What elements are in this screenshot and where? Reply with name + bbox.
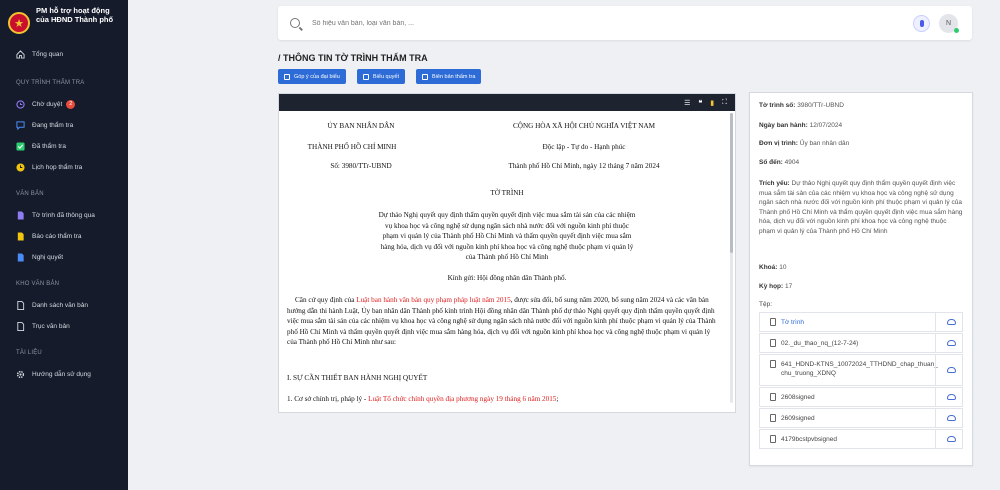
download-cloud-icon[interactable]: [947, 367, 956, 373]
field-label: Khoá:: [759, 264, 778, 271]
body-paragraph: [287, 295, 717, 348]
document-subject: [279, 210, 735, 263]
app-title: PM hỗ trợ hoạt động của HĐND Thành phố: [36, 6, 114, 25]
issuer-org-line2: THÀNH PHỐ HỒ CHÍ MINH: [307, 143, 397, 151]
sidebar-item-approved-proposals[interactable]: [0, 205, 128, 226]
sidebar-item-label: Hướng dẫn sử dụng: [32, 371, 91, 378]
body-text: , được sửa đổi, bổ sung năm 2020, bổ sung năm 2024 và các văn bản hướng dẫn thi hành Luật, Ủy ban nhân dân Thành phố kính trình Hội đồng nhân dân Thành phố dự thảo Nghị quyết quy định thẩm quyền quyết định việc mua sắm tài sản của các nhiệm vụ khoa học và công nghệ sử dụng ngân sách nhà nước đối với nguồn kinh phí thuộc phạm vi quản lý của Thành phố Hồ Chí Minh và thẩm quyền quyết định việc mua sắm hàng hóa, dịch vụ đối với nguồn kinh phí khoa học và công nghệ thuộc phạm vi quản lý của Thành phố Hồ Chí Minh như sau:: [287, 296, 716, 346]
file-item[interactable]: [759, 408, 963, 428]
page-title: / THÔNG TIN TỜ TRÌNH THẨM TRA: [278, 53, 428, 63]
review-minutes-button[interactable]: [416, 69, 481, 84]
sidebar-item-label: Tờ trình đã thông qua: [32, 212, 95, 219]
term-field: [759, 263, 963, 273]
field-value: 3980/TTr-UBND: [797, 102, 844, 109]
subject-line: phạm vi quản lý của Thành phố Hồ Chí Minh và thẩm quyền quyết định việc mua sắm: [382, 232, 632, 240]
recipient: Kính gửi: Hội đồng nhân dân Thành phố.: [447, 274, 567, 282]
field-value: 10: [779, 264, 787, 271]
field-value: Ủy ban nhân dân: [799, 140, 850, 147]
field-label: Ngày ban hành:: [759, 122, 808, 129]
search-icon[interactable]: [290, 18, 300, 28]
minutes-icon: [422, 74, 428, 80]
sidebar-section-title: VĂN BẢN: [16, 191, 44, 197]
summary-field: [759, 179, 963, 236]
document-content: [279, 111, 735, 413]
file-icon: [770, 414, 776, 422]
sidebar-item-label: Danh sách văn bản: [32, 302, 89, 309]
sidebar-item-document-axis[interactable]: [0, 316, 128, 337]
quote-icon[interactable]: ❝: [698, 99, 703, 107]
sidebar-item-label: Tổng quan: [32, 51, 64, 58]
file-name: 4179bcstpvbsigned: [781, 435, 838, 443]
file-icon: [770, 339, 776, 347]
item-text: ;: [556, 395, 559, 403]
pending-count-badge: 2: [66, 100, 75, 109]
download-cloud-icon[interactable]: [947, 436, 956, 442]
vote-button[interactable]: [357, 69, 405, 84]
top-search-bar: [278, 6, 972, 40]
comment-icon: [284, 74, 290, 80]
field-label: Kỳ họp:: [759, 283, 784, 290]
file-icon: [16, 232, 25, 241]
file-icon: [770, 435, 776, 443]
divider: [935, 388, 936, 406]
divider: [935, 313, 936, 331]
file-icon: [770, 360, 776, 368]
list-icon[interactable]: ☰: [684, 99, 691, 107]
field-value: 4904: [784, 159, 800, 166]
microphone-icon: [920, 20, 924, 27]
place-date: Thành phố Hồ Chí Minh, ngày 12 tháng 7 năm 2024: [508, 162, 660, 170]
national-title: CỘNG HÒA XÃ HỘI CHỦ NGHĨA VIỆT NAM: [512, 122, 656, 130]
brand[interactable]: [0, 0, 128, 42]
avatar-initial: N: [945, 20, 952, 27]
sidebar-item-label: Trục văn bản: [32, 323, 70, 330]
sidebar-item-reviewed[interactable]: [0, 136, 128, 157]
sidebar-item-user-guide[interactable]: [0, 364, 128, 385]
field-value: Dự thảo Nghị quyết quy định thẩm quyền quyết định việc mua sắm tài sản của các nhiệm vụ khoa học và công nghệ sử dụng ngân sách nhà nước đối với nguồn kinh phí thuộc phạm vi quản lý của Thành phố Hồ Chí Minh và thẩm quyền quyết định việc mua sắm hàng hóa, dịch vụ đối với nguồn kinh phí khoa học và công nghệ thuộc phạm vi quản lý của Thành phố Hồ Chí Minh: [759, 180, 963, 235]
microphone-button[interactable]: [913, 15, 930, 32]
field-value: 17: [785, 283, 793, 290]
sidebar-section-title: KHO VĂN BẢN: [16, 281, 60, 287]
sidebar-item-reviewing[interactable]: [0, 115, 128, 136]
sidebar-item-meeting-schedule[interactable]: [0, 157, 128, 178]
sidebar-section-title: TÀI LIỆU: [16, 350, 42, 356]
item-paragraph: [287, 394, 717, 405]
divider: [935, 355, 936, 385]
sidebar-item-label: Lịch họp thẩm tra: [32, 164, 83, 171]
session-field: [759, 282, 963, 292]
issuer-field: [759, 139, 963, 149]
divider: [935, 334, 936, 352]
file-name: 2608signed: [781, 393, 815, 401]
subject-line: của Thành phố Hồ Chí Minh: [465, 253, 549, 261]
sidebar-item-label: Báo cáo thẩm tra: [32, 233, 82, 240]
check-icon: [16, 142, 25, 151]
subject-line: vụ khoa học và công nghệ sử dụng ngân sách nhà nước đối với nguồn kinh phí thuộc: [385, 221, 629, 230]
sidebar: [0, 0, 128, 490]
document-viewer: [278, 93, 736, 413]
viewer-toolbar: [279, 94, 735, 111]
field-value: 12/07/2024: [809, 122, 843, 129]
body-text: Căn cứ quy định của: [295, 296, 357, 304]
sidebar-item-label: Nghị quyết: [32, 254, 64, 261]
document-type: TỜ TRÌNH: [490, 189, 524, 197]
file-icon: [770, 318, 776, 326]
field-label: Trích yếu:: [759, 180, 790, 187]
sidebar-item-document-list[interactable]: [0, 295, 128, 316]
field-label: Đơn vị trình:: [759, 140, 798, 147]
sidebar-item-label: Đang thẩm tra: [32, 122, 74, 129]
divider: [935, 430, 936, 448]
proposal-number-field: [759, 101, 963, 111]
search-input[interactable]: [312, 20, 812, 27]
item-text: 1. Cơ sở chính trị, pháp lý -: [287, 395, 369, 403]
online-status-dot: [954, 28, 959, 33]
arrival-number-field: [759, 158, 963, 168]
law-reference-link[interactable]: Luật ban hành văn bản quy phạm pháp luật năm 2015: [356, 296, 511, 304]
button-label: Góp ý của đại biểu: [294, 73, 340, 80]
field-label: Số đến:: [759, 159, 783, 166]
download-cloud-icon[interactable]: [947, 394, 956, 400]
sidebar-section-title: QUY TRÌNH THẨM TRA: [16, 80, 85, 86]
local-government-law-link[interactable]: Luật Tổ chức chính quyền địa phương ngày 19 tháng 6 năm 2015: [368, 395, 557, 403]
file-yellow-icon[interactable]: ▮: [710, 99, 715, 107]
calendar-icon: [16, 163, 25, 172]
download-cloud-icon[interactable]: [947, 319, 956, 325]
subject-line: hàng hóa, dịch vụ đối với nguồn kinh phí khoa học và công nghệ thuộc phạm vi quản lý: [380, 242, 634, 251]
gear-icon: [16, 370, 25, 379]
download-cloud-icon[interactable]: [947, 340, 956, 346]
file-name: 02._du_thao_nq_(12-7-24): [781, 339, 859, 347]
home-icon: [16, 50, 25, 59]
file-item[interactable]: [759, 387, 963, 407]
section-heading: I. SỰ CẦN THIẾT BAN HÀNH NGHỊ QUYẾT: [287, 374, 428, 382]
sidebar-item-label: Đã thẩm tra: [32, 143, 66, 150]
file-item[interactable]: [759, 312, 963, 332]
document-number: Số: 3980/TTr-UBND: [330, 162, 392, 170]
subject-line: Dự thảo Nghị quyết quy định thẩm quyền quyết định việc mua sắm tài sản của các nhiệm: [378, 211, 636, 219]
field-label: Tờ trình số:: [759, 102, 796, 109]
document-icon: [16, 322, 25, 331]
file-name: 2609signed: [781, 414, 815, 422]
delegate-comment-button[interactable]: [278, 69, 346, 84]
issued-date-field: [759, 121, 963, 131]
file-icon: [770, 393, 776, 401]
national-motto: Độc lập - Tự do - Hạnh phúc: [542, 143, 626, 151]
file-item[interactable]: [759, 333, 963, 353]
file-icon: [16, 211, 25, 220]
emblem-icon: ★: [8, 12, 30, 34]
sidebar-item-review-reports[interactable]: [0, 226, 128, 247]
file-icon: [16, 253, 25, 262]
chat-icon: [16, 121, 25, 130]
file-name: 641_HDND-KTNS_10072024_TTHDND_chap_thuan_chu_truong_XDNQ: [781, 361, 938, 377]
files-label: Tệp:: [759, 301, 773, 308]
user-avatar[interactable]: [939, 14, 958, 33]
proposal-info-panel: [749, 92, 973, 466]
issuer-org-line1: ỦY BAN NHÂN DÂN: [327, 122, 395, 130]
button-label: Biểu quyết: [373, 73, 399, 80]
document-icon: [16, 301, 25, 310]
download-cloud-icon[interactable]: [947, 415, 956, 421]
document-scrollbar[interactable]: [730, 113, 733, 403]
vote-icon: [363, 74, 369, 80]
clock-icon: [16, 100, 25, 109]
file-name: Tờ trình: [781, 318, 805, 326]
file-item[interactable]: [759, 429, 963, 449]
file-item[interactable]: [759, 354, 963, 386]
sidebar-item-resolutions[interactable]: [0, 247, 128, 268]
fullscreen-icon[interactable]: ⛶: [722, 98, 727, 106]
button-label: Biên bản thẩm tra: [432, 73, 476, 80]
sidebar-item-pending[interactable]: [0, 94, 128, 115]
divider: [935, 409, 936, 427]
sidebar-item-overview[interactable]: [0, 44, 128, 65]
sidebar-item-label: Chờ duyệt: [32, 101, 63, 108]
